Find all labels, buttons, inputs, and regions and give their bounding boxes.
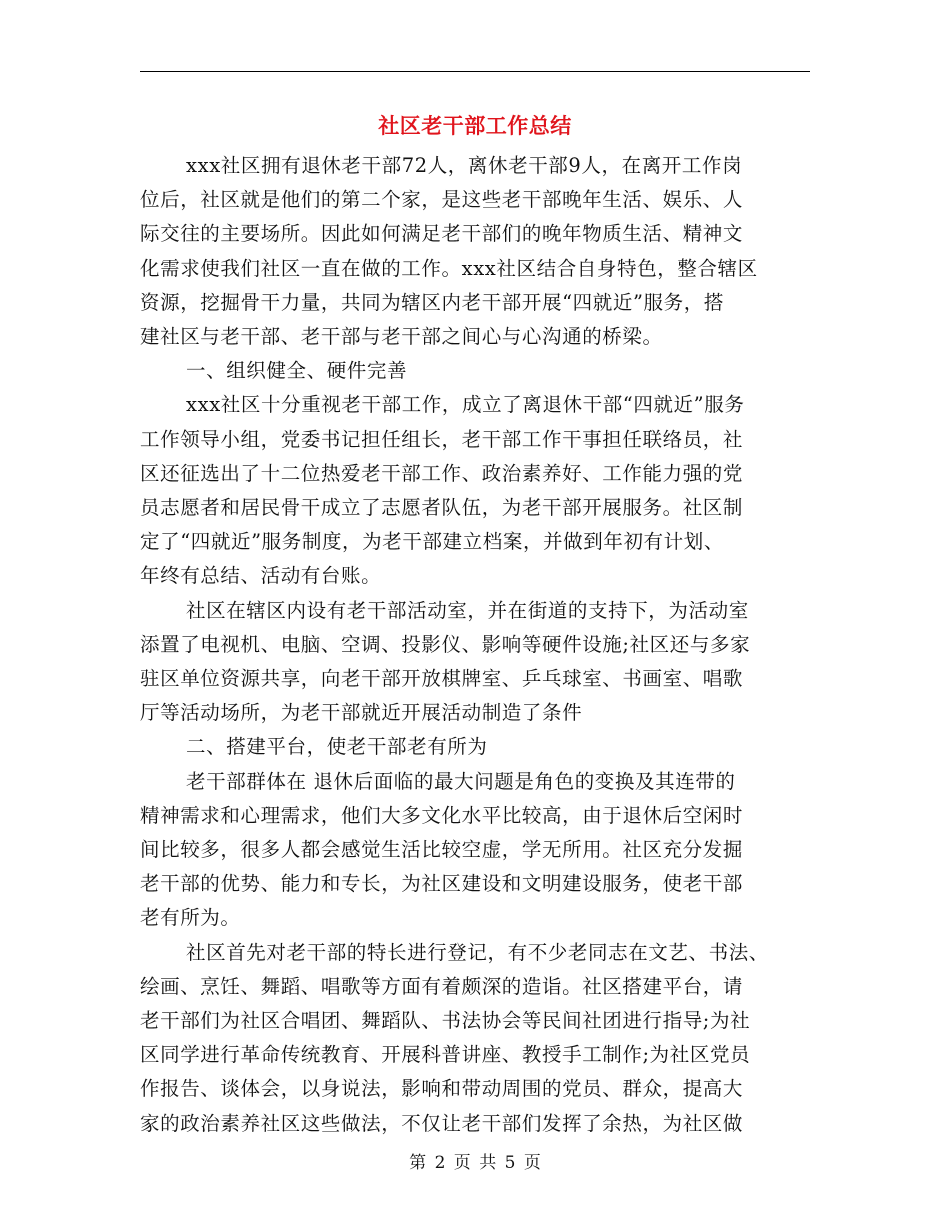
- body-line: 作报告、谈体会，以身说法，影响和带动周围的党员、群众，提高大: [140, 1077, 744, 1101]
- body-line: 化需求使我们社区一直在做的工作。xxx社区结合自身特色，整合辖区: [140, 256, 758, 280]
- body-line: 建社区与老干部、老干部与老干部之间心与心沟通的桥梁。: [140, 325, 663, 348]
- body-line: 老干部群体在 退休后面临的最大问题是角色的变换及其连带的: [186, 769, 736, 793]
- body-line: 位后，社区就是他们的第二个家，是这些老干部晚年生活、娱乐、人: [140, 188, 744, 212]
- body-line: 家的政治素养社区这些做法，不仅让老干部们发挥了余热，为社区做: [140, 1111, 744, 1135]
- page-number: 第 2 页 共 5 页: [409, 1153, 541, 1173]
- body-line: 精神需求和心理需求，他们大多文化水平比较高，由于退休后空闲时: [140, 803, 744, 827]
- body-line: 区还征选出了十二位热爱老干部工作、政治素养好、工作能力强的党: [140, 461, 744, 485]
- body-line: 老有所为。: [140, 906, 241, 930]
- body-line: 老干部的优势、能力和专长，为社区建设和文明建设服务，使老干部: [140, 872, 744, 896]
- body-line: 年终有总结、活动有台账。: [140, 564, 382, 588]
- body-line: 间比较多，很多人都会感觉生活比较空虚，学无所用。社区充分发掘: [140, 838, 744, 861]
- body-line: 工作领导小组，党委书记担任组长，老干部工作干事担任联络员，社: [140, 427, 744, 451]
- body-line: 际交往的主要场所。因此如何满足老干部们的晚年物质生活、精神文: [140, 222, 744, 246]
- document-title: 社区老干部工作总结: [378, 114, 572, 138]
- body-line: 资源，挖掘骨干力量，共同为辖区内老干部开展“四就近”服务，搭: [140, 290, 724, 314]
- body-line: 绘画、烹饪、舞蹈、唱歌等方面有着颇深的造诣。社区搭建平台，请: [140, 974, 744, 998]
- body-line: 驻区单位资源共享，向老干部开放棋牌室、乒乓球室、书画室、唱歌: [140, 667, 744, 690]
- header-rule: [140, 71, 810, 72]
- body-line: 一、组织健全、硬件完善: [186, 359, 408, 383]
- body-line: 社区首先对老干部的特长进行登记，有不少老同志在文艺、书法、: [186, 940, 769, 964]
- body-line: xxx社区十分重视老干部工作，成立了离退休干部“四就近”服务: [186, 393, 745, 417]
- body-line: 区同学进行革命传统教育、开展科普讲座、教授手工制作;为社区党员: [140, 1043, 751, 1067]
- body-line: 厅等活动场所，为老干部就近开展活动制造了条件: [140, 701, 583, 725]
- body-line: 员志愿者和居民骨干成立了志愿者队伍，为老干部开展服务。社区制: [140, 496, 744, 519]
- body-line: 老干部们为社区合唱团、舞蹈队、书法协会等民间社团进行指导;为社: [140, 1009, 751, 1032]
- body-line: xxx社区拥有退休老干部72人，离休老干部9人，在离开工作岗: [186, 154, 743, 177]
- body-line: 定了“四就近”服务制度，为老干部建立档案，并做到年初有计划、: [140, 530, 724, 554]
- body-line: 二、搭建平台，使老干部老有所为: [186, 735, 488, 759]
- body-line: 社区在辖区内设有老干部活动室，并在街道的支持下，为活动室: [186, 598, 749, 622]
- body-line: 添置了电视机、电脑、空调、投影仪、影响等硬件设施;社区还与多家: [140, 632, 751, 656]
